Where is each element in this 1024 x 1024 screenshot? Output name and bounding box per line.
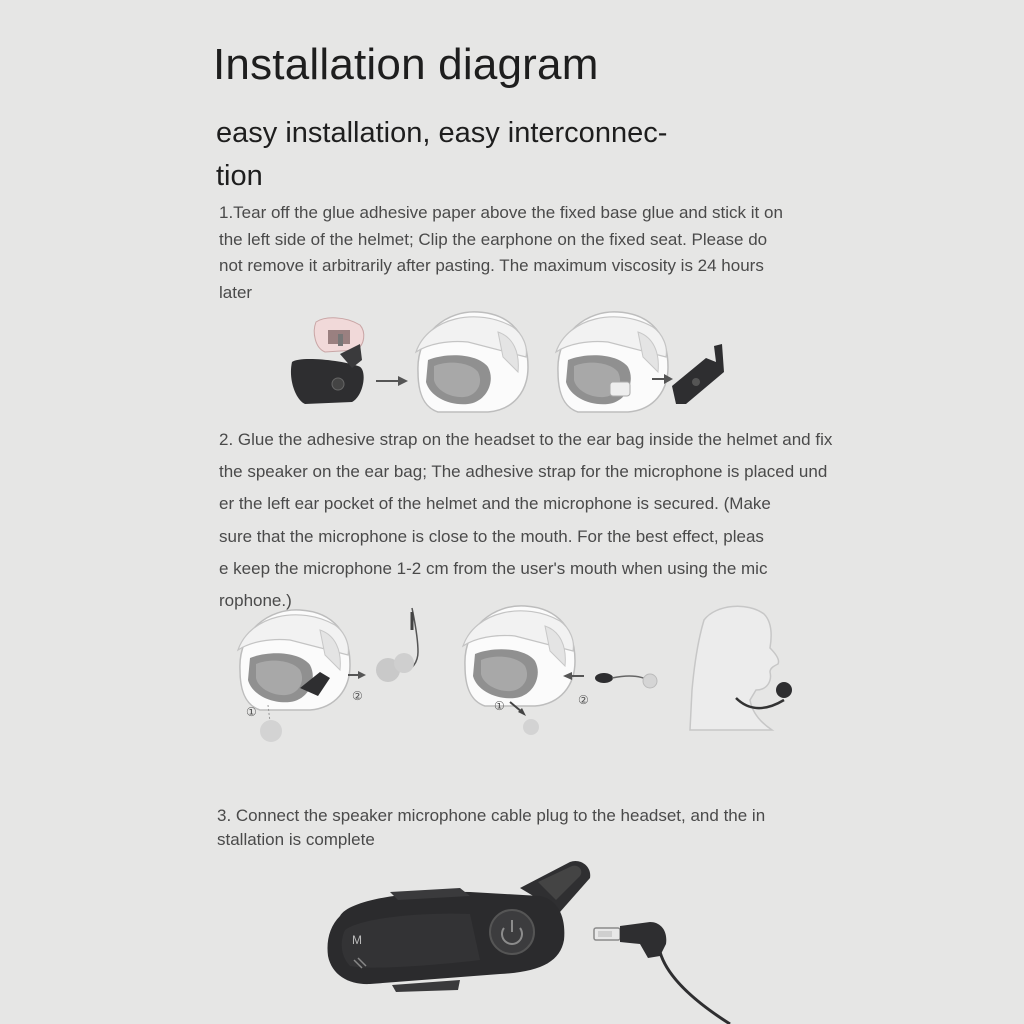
step-3-line: 3. Connect the speaker microphone cable plug to the headset, and the in (217, 806, 766, 825)
step-1-line: later (219, 282, 253, 302)
step-3-line: stallation is complete (217, 830, 375, 849)
page-title: Installation diagram (213, 40, 599, 89)
step-2-line: e keep the microphone 1-2 cm from the user's mouth when using the mic (219, 558, 768, 578)
step-2-line: er the left ear pocket of the helmet and the microphone is secured. (Make (219, 494, 771, 514)
step-2-line: sure that the microphone is close to the mouth. For the best effect, pleas (219, 526, 764, 546)
step-2-line: the speaker on the ear bag; The adhesive strap for the microphone is placed und (219, 462, 828, 482)
step-1-line: 1.Tear off the glue adhesive paper above the fixed base glue and stick it on (219, 203, 783, 222)
step-2-line: rophone.) (219, 591, 292, 611)
usb-cable-icon (594, 922, 730, 1024)
device-logo: M (352, 933, 362, 947)
marker-1: ① (246, 705, 257, 719)
marker-2: ② (352, 689, 363, 703)
marker-1: ① (494, 699, 505, 713)
subtitle-line: easy installation, easy interconnec- (216, 117, 668, 149)
step-2-line: 2. Glue the adhesive strap on the headset to the ear bag inside the helmet and fix (219, 430, 833, 449)
marker-2: ② (578, 693, 589, 707)
headset-device-icon (328, 861, 591, 992)
subtitle-line: tion (216, 160, 263, 192)
power-button-icon[interactable] (490, 910, 534, 954)
step-1-line: the left side of the helmet; Clip the earphone on the fixed seat. Please do (219, 229, 768, 249)
step-1-line: not remove it arbitrarily after pasting. The maximum viscosity is 24 hours (219, 256, 764, 275)
